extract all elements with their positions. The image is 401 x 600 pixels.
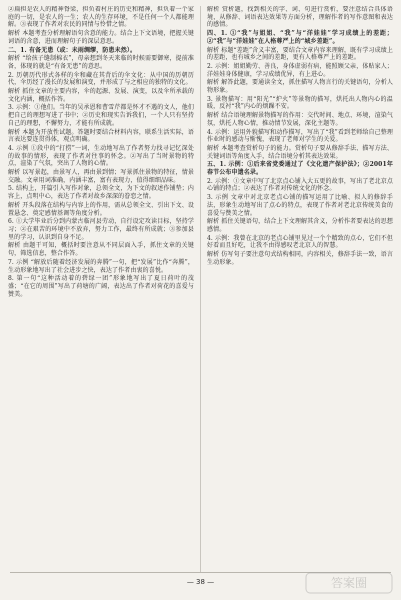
text-columns (8, 6, 393, 572)
paragraph: 3. 示例：①他们。当年的吴承恩和曹雪芹都是怀才不遇的文人，他们把自己的理想写进了书中；②历史和现实告诉我们，一个人只有坚持自己的理想，不懈努力，才能有所成就。 (8, 104, 195, 127)
paragraph: 解析 赏析题，找到相关的字、词、句进行赏析，要注意结合具体语境，从修辞、词语表达效果等方面分析，理解作者的写作意图和表达的感情。 (207, 6, 394, 29)
paragraph: 解析 本题为开放性试题。答题时要结合材料内容，联系生活实际，语言表达要连贯得体，观点明确。 (8, 128, 195, 144)
paragraph: 4. 示例：我曾在北京的老点心铺里见过一个个精致的点心，它们不但好看而且好吃，让我不由得感叹老北京人的智慧。 (207, 234, 394, 250)
left-column (8, 6, 194, 572)
paragraph: 2. 示例：①文章中写了北京点心铺入大五更的故事，写出了老北京点心铺的特点；②表达了作者对传统文化的怀念。 (207, 177, 394, 193)
page-number: — 38 — (186, 578, 215, 586)
paragraph: 解析 开头段落在结构与内容上的作用，需从总领全文、引出下文、设置悬念、奠定感情基调等角度分析。 (8, 201, 195, 217)
paragraph: 解析 本题考查赏析句子的能力。赏析句子要从修辞手法、描写方法、关键词语等角度入手，结合语境分析其表达效果。 (207, 144, 394, 160)
paragraph: 3. 示例 文章中对北京老点心铺的描写运用了比喻、拟人的修辞手法，形象生动地写出了点心的特点，表现了作者对老北京传统美食的喜爱与赞美之情。 (207, 194, 394, 217)
right-column (207, 6, 393, 572)
paragraph: 解析 结合语境理解景物描写的作用：交代时间、地点、环境，渲染气氛，烘托人物心情，推动情节发展，深化主题等。 (207, 112, 394, 127)
svg-text:答案圈: 答案圈 (330, 576, 368, 590)
paragraph: 解析 抓住文章的主要内容，伞的起源、发展、演变，以及伞所承载的文化内涵，概括作答。 (8, 88, 195, 103)
paragraph: 2. 历朝历代形式各样的伞和藏在其背后的伞文化：从中国的历朝历代，伞历经了漫长的发展和演变，并形成了与之相应的独特的文化。 (8, 71, 195, 87)
column-divider (200, 6, 201, 572)
paragraph: 解析 解答此题，要通读全文，抓住描写人物言行的关键语句，分析人物形象。 (207, 79, 394, 95)
paragraph: 解析 本题考查分析理解语句含意的能力。结合上下文语境，把握关键词语的含意，进而理解句子的深层意思。 (8, 30, 195, 45)
watermark-logo (305, 572, 393, 594)
paragraph: 五、1. 示例：①后来省党委通过了《文化遗产保护法》；②2001年春节公布申遗名录。 (207, 161, 394, 177)
paragraph: 解析 以写景起，由景写人，再由景到情；写景抓住景物的特征，情景交融。文章用词准确，内涵丰富，富有表现力，值得细细品味。 (8, 169, 195, 184)
paragraph: 四、1. ①“我”与姐姐、“我”与“洋娃娃”学习成绩上的差距；②“我”与“洋娃娃”在人格尊严上的“城乡差距”。 (207, 30, 394, 45)
paragraph: 8. 第一句“这种活动着的碧绿一团”形象地写出了夏日荷叶的茂盛；“在它的周围”写出了荷塘的广阔，表达出了作者对荷花的喜爱与赞美。 (8, 275, 195, 298)
paragraph: ②扁担是农人的精神脊梁，担负着村庄的历史和精神，担负着一个家庭的一切，是农人的一生；农人的生存环境，不是任何一个人都能理解。③表现了作者对农民的同情与怜惜之情。 (8, 6, 195, 29)
paragraph: 6. ①大学毕业后分到内蒙古临河县劳动，自行设定攻读目标，坚持学习；②在艰苦的环境中不放弃，努力工作，最终有所成就；③参加县里的学习，认识到自身不足。 (8, 218, 195, 241)
paragraph: 4. 示例：运用外貌描写和动作描写，写出了“我”看到老师给自己整理作业时的感动与惭愧，表现了老师对学生的关爱。 (207, 128, 394, 144)
paragraph: 二、1. 有备无患（或：未雨绸缪，防患未然）。 (8, 46, 137, 54)
paragraph: 5. 结构上，开篇引入写作对象，总领全文，为下文的叙述作铺垫；内容上，点明中心，表达了作者对故乡深深的眷恋之情。 (8, 185, 195, 201)
paragraph: 解析 仿写句子要注意句式结构相同，内容相关，修辞手法一致，语言生动形象。 (207, 251, 394, 266)
paragraph: 4. 示例 ①段中的“打捞”一词，生动地写出了作者努力找寻记忆深处的故事的情形，表现了作者对往事的怀念。②写出了当时景物的特点，渲染了气氛，突出了人物的心情。 (8, 144, 195, 168)
paragraph: 解析 标题“差距”含义丰富，要结合文章内容来理解，既有学习成绩上的差距，也有城乡之间的差距，更有人格尊严上的差距。 (207, 46, 394, 62)
paragraph: 解析 “给孩子缝制棉衣”，母亲想到冬天来临的时候需要御寒，提前准备，体现的就是“有备无患”的意思。 (8, 55, 195, 70)
paragraph: 7. 示例 “解放后随着经济发展的奔腾”一句，把“发展”比作“奔腾”，生动形象地写出了社会进步之快，表达了作者由衷的喜悦。 (8, 258, 195, 274)
paragraph: 解析 由题干可知，概括时要注意从不同层面入手，抓住文章的关键句，筛选信息，整合作答。 (8, 242, 195, 258)
paragraph: 3. 景物描写：用“阳光”“炉火”等景物的描写，烘托出人物内心的温暖，反衬“我”内心的烦躁不安。 (207, 95, 394, 111)
paragraph: 解析 抓住关键语句，结合上下文理解其含义，分析作者要表达的思想感情。 (207, 218, 394, 233)
paragraph: 2. 示例：姐姐勤劳、善良，身体虚弱有病，能照顾父亲，体贴家人；洋娃娃身体健康，学习成绩优异，有上进心。 (207, 62, 394, 78)
